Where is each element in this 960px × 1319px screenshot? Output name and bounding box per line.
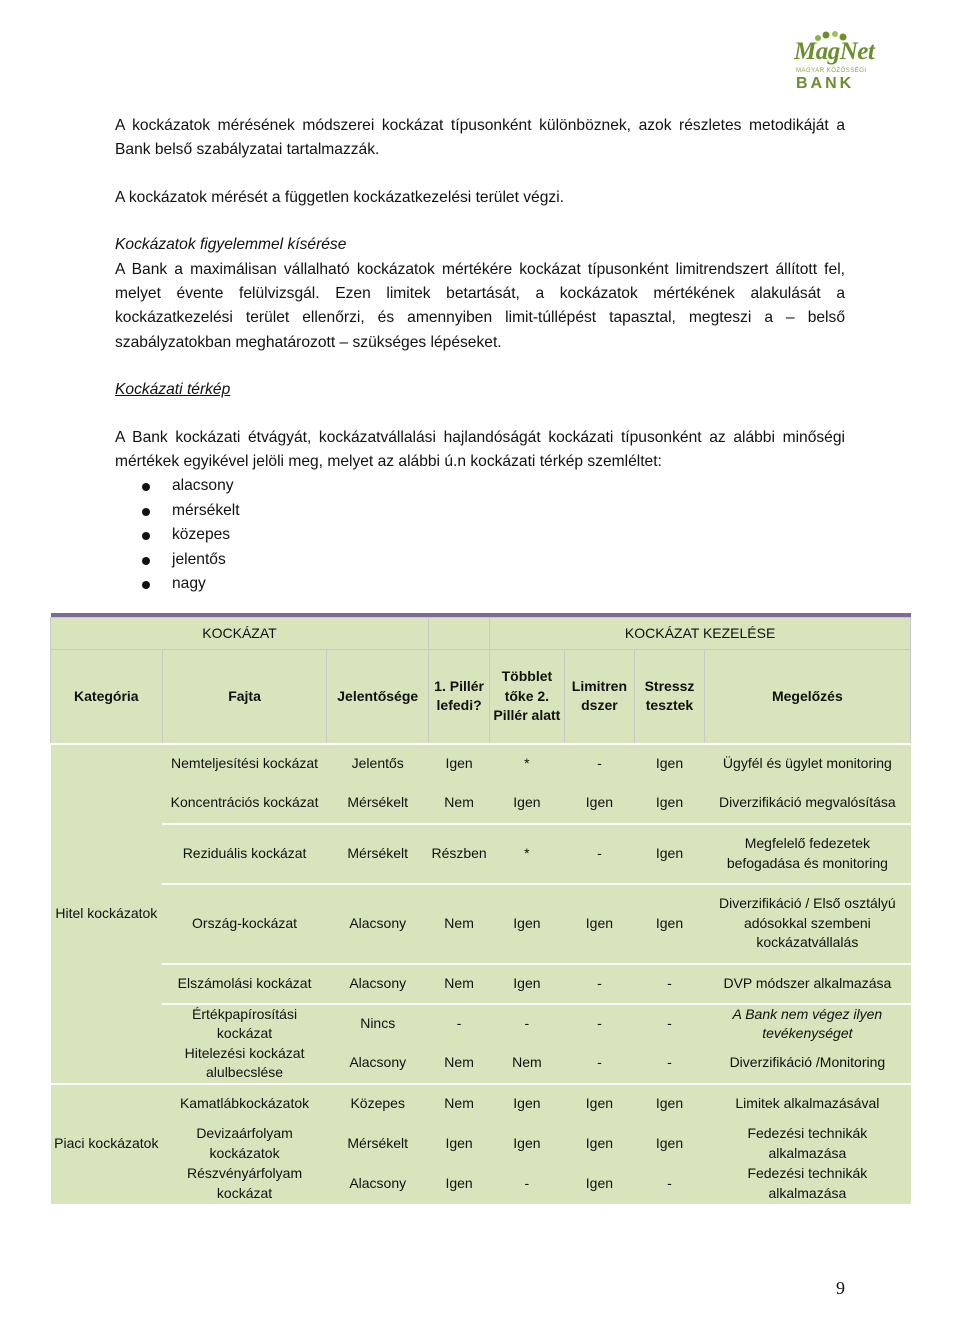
logo-bank-text: BANK (796, 75, 855, 92)
paragraph-methods: A kockázatok mérésének módszerei kockázat típusonként különböznek, azok részletes metodikáját a Bank belső szabályzatai tartalmazzák. (115, 117, 845, 159)
table-row: Hitel kockázatok Nemteljesítési kockázat Jelentős Igen * - Igen Ügyfél és ügylet monitoring (51, 744, 911, 784)
heading-monitoring: Kockázatok figyelemmel kísérése (115, 236, 347, 254)
bullet-icon (142, 532, 150, 540)
bullet-icon (142, 483, 150, 491)
body-text (115, 114, 845, 597)
table-row: Részvényárfolyam kockázat Alacsony Igen - Igen - Fedezési technikák alkalmazása (51, 1164, 911, 1204)
col-stressz: Stressz tesztek (635, 650, 705, 744)
risk-map-table (50, 613, 911, 1204)
list-item: közepes (115, 523, 845, 547)
table-row: Értékpapírosítási kockázat Nincs - - - - A Bank nem végez ilyen tevékenységet (51, 1004, 911, 1044)
category-piaci: Piaci kockázatok (51, 1084, 163, 1204)
table-row: Koncentrációs kockázat Mérsékelt Nem Igen Igen Igen Diverzifikáció megvalósítása (51, 784, 911, 824)
list-item: mérsékelt (115, 499, 845, 523)
col-limitrendszer: Limitren dszer (564, 650, 635, 744)
bullet-icon (142, 508, 150, 516)
paragraph-appetite: A Bank kockázati étvágyát, kockázatvállalási hajlandóságát kockázati típusonként az alábbi minőségi mértékek egyikével jelöli meg, melyet az alábbi ú.n kockázati térkép szemléltet: (115, 428, 845, 471)
category-hitel: Hitel kockázatok (51, 744, 163, 1084)
logo-subtitle: MAGYAR KÖZÖSSÉGI (796, 68, 867, 74)
list-item: alacsony (115, 474, 845, 498)
table-row: Elszámolási kockázat Alacsony Nem Igen - - DVP módszer alkalmazása (51, 964, 911, 1004)
paragraph-measurement: A kockázatok mérését a független kockázatkezelési terület végzi. (115, 188, 564, 206)
col-megelozes: Megelőzés (704, 650, 910, 744)
page-number: 9 (836, 1278, 845, 1298)
bullet-icon (142, 581, 150, 589)
col-pillar1: 1. Pillér lefedi? (428, 650, 489, 744)
risk-level-list (115, 474, 845, 596)
table-row: Ország-kockázat Alacsony Nem Igen Igen Igen Diverzifikáció / Első osztályú adósokkal szembeni kockázatvállalás (51, 884, 911, 964)
col-fajta: Fajta (162, 650, 327, 744)
header-kockazat-kezelese: KOCKÁZAT KEZELÉSE (490, 618, 911, 650)
paragraph-limits: A Bank a maximálisan vállalható kockázatok mértékére kockázat típusonként limitrendszert állított fel, melyet évente felülvizsgál. Ezen limitek betartását, a kockázatok mértékének alakulását a kockázatkezelési terület ellenőrzi, és amennyiben limit-túllépést tapasztal, megteszi a – belső szabályzatokban meghatározott – szükséges lépéseket. (115, 260, 845, 351)
col-jelentosege: Jelentősége (327, 650, 428, 744)
list-item: jelentős (115, 548, 845, 572)
logo-magnet-text: MagNet (794, 38, 875, 65)
magnet-bank-logo (790, 30, 876, 92)
col-kategoria: Kategória (51, 650, 163, 744)
bullet-icon (142, 557, 150, 565)
list-item: nagy (115, 572, 845, 596)
heading-risk-map: Kockázati térkép (115, 381, 231, 399)
col-tobblet-toke: Többlet tőke 2. Pillér alatt (490, 650, 564, 744)
table-row: Piaci kockázatok Kamatlábkockázatok Közepes Nem Igen Igen Igen Limitek alkalmazásával (51, 1084, 911, 1124)
table-row: Reziduális kockázat Mérsékelt Részben * - Igen Megfelelő fedezetek befogadása és monitoring (51, 824, 911, 884)
header-kockazat: KOCKÁZAT (51, 618, 429, 650)
table-row: Devizaárfolyam kockázatok Mérsékelt Igen Igen Igen Igen Fedezési technikák alkalmazása (51, 1124, 911, 1164)
table-row: Hitelezési kockázat alulbecslése Alacsony Nem Nem - - Diverzifikáció /Monitoring (51, 1044, 911, 1084)
